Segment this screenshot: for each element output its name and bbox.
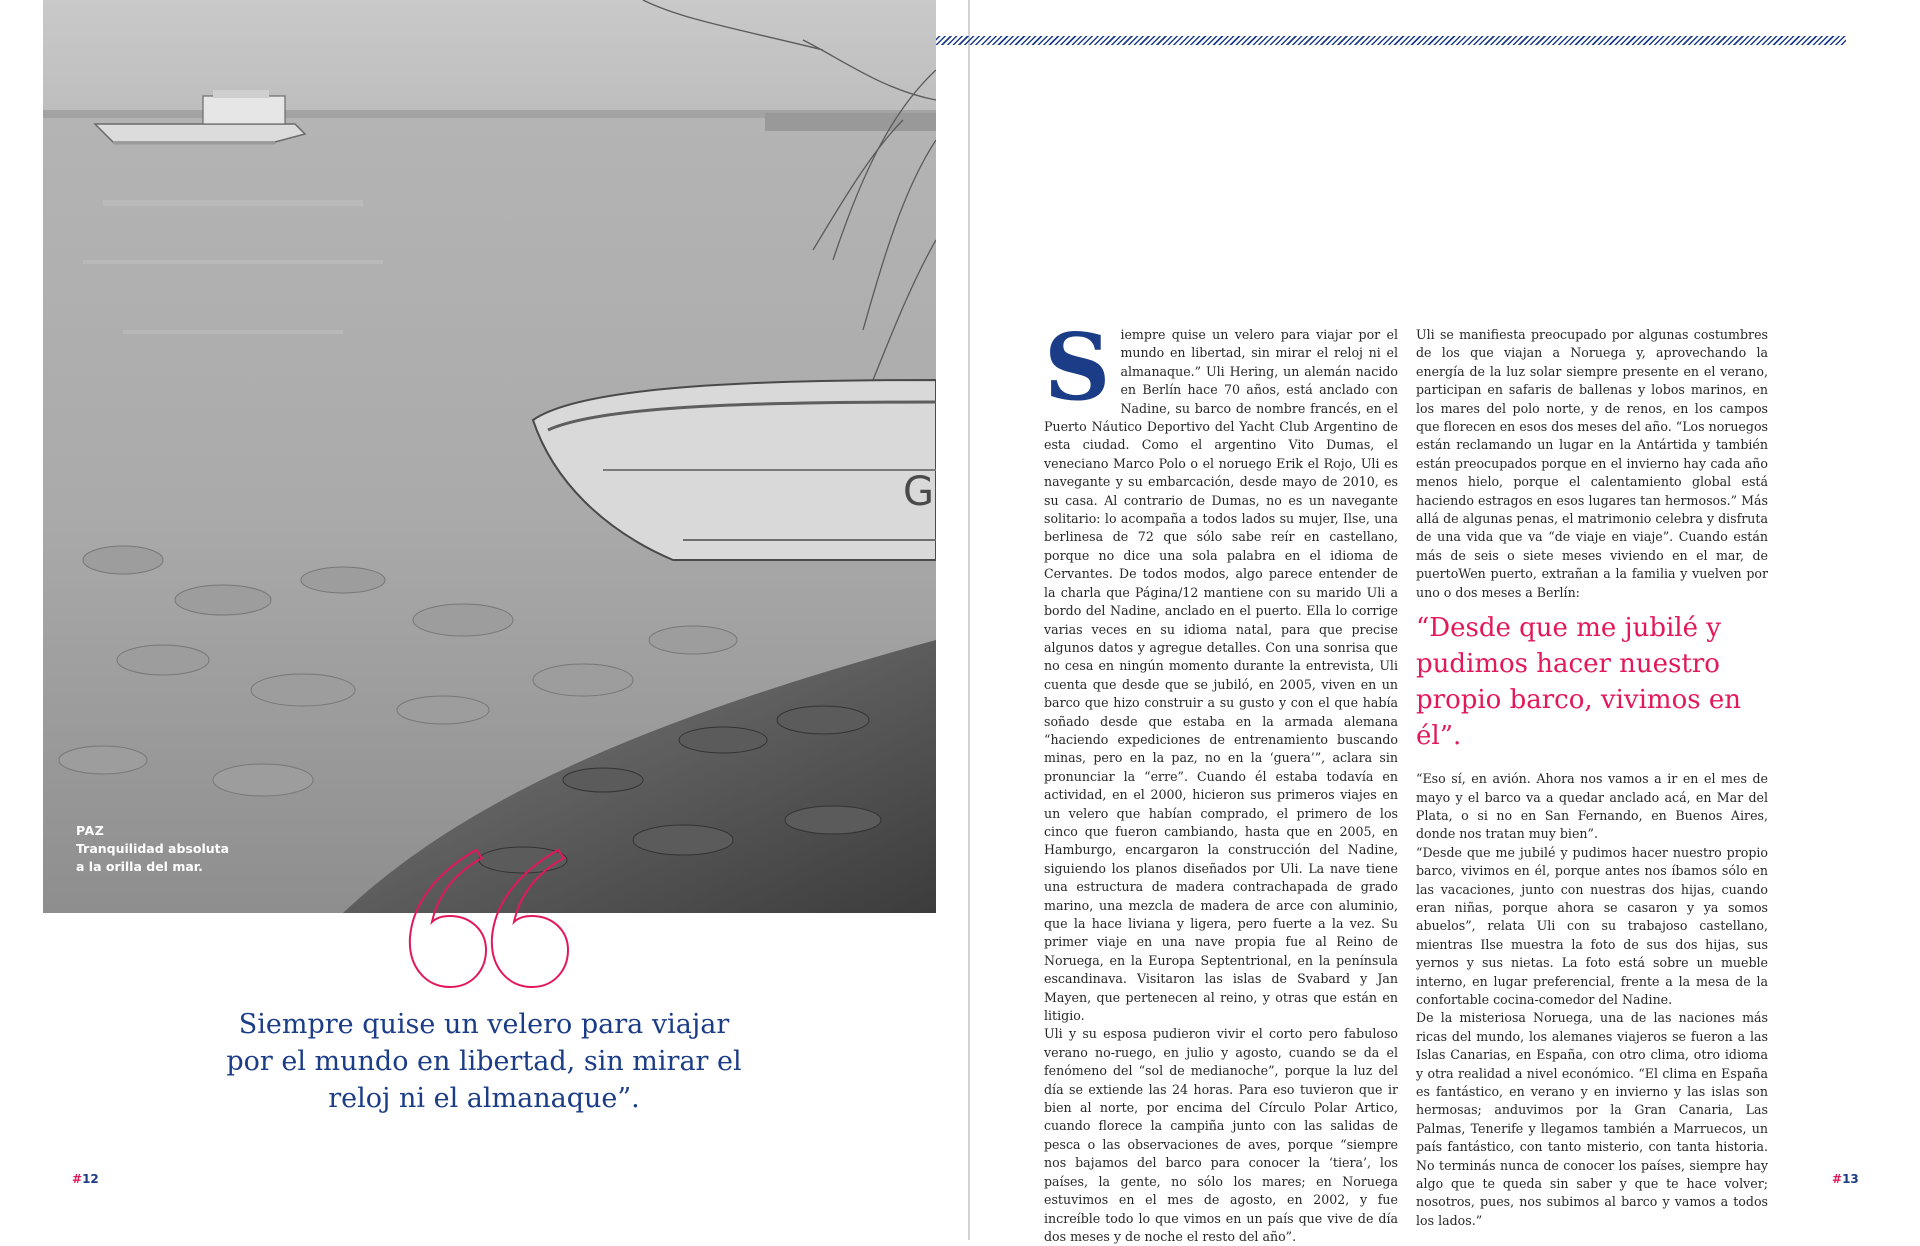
open-quote-icon — [398, 842, 598, 992]
page-gutter — [968, 0, 970, 1240]
photo-illustration — [43, 0, 936, 913]
caption-line-1: Tranquilidad absoluta — [76, 841, 230, 856]
folio-number: 12 — [82, 1172, 99, 1186]
folio-number: 13 — [1842, 1172, 1859, 1186]
article-paragraph: “Desde que me jubilé y pudimos hacer nuestro propio barco, vivimos en él, porque antes nos íbamos sólo en las vacaciones, junto con nuestras dos hijas, cuando eran niñas, porque ahora se casaron y ya somos abuelos”, relata Uli con su trabajoso castellano, mientras Ilse muestra la foto de sus dos hijas, sus yernos y sus nietas. La foto está sobre un mueble interno, en lugar preferencial, frente a la mesa de la confortable cocina-comedor del Nadine. — [1416, 844, 1768, 1007]
distant-dock — [765, 113, 936, 131]
photo-caption — [76, 822, 229, 876]
boat-hull-letter: G — [903, 469, 934, 515]
folio-right — [1832, 1172, 1859, 1186]
article-paragraph: “Eso sí, en avión. Ahora nos vamos a ir en el mes de mayo y el barco va a quedar anclado acá, en Mar del Plata, o si no en San Fernando, en Buenos Aires, donde nos tratan muy bien”. — [1416, 771, 1768, 842]
caption-title: PAZ — [76, 823, 105, 838]
article-column-2 — [1416, 326, 1768, 1230]
sky-area — [43, 0, 936, 120]
caption-line-2: a la orilla del mar. — [76, 859, 203, 874]
article-paragraph — [1044, 313, 1398, 1025]
article-paragraph: Uli y su esposa pudieron vivir el corto pero fabuloso verano no-ruego, en julio y agosto, cuando se da el fenómeno del “sol de medianoche”, porque la luz del día se extiende las 24 horas. Para eso tuvieron que ir bien al norte, por encima del Círculo Polar Artico, cuando florece la campiña junto con las salidas de pesca o las observaciones de aves, porque “siempre nos bajamos del barco para conocer la ‘tiera’, los países, la gente, no sólo los mares; en Noruega estuvimos en el mes de agosto, en 2002, y fue increíble todo lo que vimos en un país que vive de día dos meses y de noche el resto del año”. — [1044, 1026, 1398, 1244]
article-paragraph: Uli se manifiesta preocupado por algunas costumbres de los que viajan a Noruega y, aprovechando la energía de la luz solar siempre presente en el verano, participan en safaris de ballenas y lobos marinos, en los mares del polo norte, y de renos, en los campos que florecen en esos dos meses del año. “Los noruegos están reclamando un lugar en la Antártida y también están preocupados porque en el invierno hay cada año menos hielo, porque el calentamiento global está haciendo estragos en esos lugares tan hermosos.” Más allá de algunas penas, el matrimonio celebra y disfruta de una vida que va “de viaje en viaje”. Cuando están más de seis o siete meses viviendo en el mar, de puertoWen puerto, extrañan a la familia y vuelven por uno o dos meses a Berlín: — [1416, 327, 1768, 600]
left-pull-quote: Siempre quise un velero para viajar por el mundo en libertad, sin mirar el reloj ni el almanaque”. — [226, 1009, 742, 1114]
lake-boat-photo — [43, 0, 936, 913]
folio-hash: # — [72, 1172, 83, 1186]
article-column-1 — [1044, 313, 1398, 1246]
folio-hash: # — [1832, 1172, 1843, 1186]
drop-cap: S — [1044, 313, 1111, 421]
article-paragraph: De la misteriosa Noruega, una de las naciones más ricas del mundo, los alemanes viajeros se fueron a las Islas Canarias, en España, con otro clima, otro idioma y otra realidad a nivel económico. “El clima en España es fantástico, en verano y en invierno y las islas son hermosas; anduvimos por la Gran Canaria, Las Palmas, Tenerife y llegamos también a Marruecos, un país fantástico, con tanto misterio, con tanta historia. No terminás nunca de conocer los países, siempre hay algo que te queda sin saber y que te hace volver; nosotros, pues, nos subimos al barco y vamos a todos los lados.” — [1416, 1010, 1768, 1228]
folio-left — [72, 1172, 99, 1186]
paragraph-text: iempre quise un velero para viajar por el mundo en libertad, sin mirar el reloj ni el almanaque.” Uli Hering, un alemán nacido en Berlín hace 70 años, está anclado con Nadine, su barco de nombre francés, en el Puerto Náutico Deportivo del Yacht Club Argentino de esta ciudad. Como el argentino Vito Dumas, el veneciano Marco Polo o el noruego Erik el Rojo, Uli es navegante y su embarcación, desde mayo de 2010, es su casa. Al contrario de Dumas, no es un navegante solitario: lo acompaña a todos lados su mujer, Ilse, una berlinesa de 72 que sólo sabe reír en castellano, porque no dice una sola palabra en el idioma de Cervantes. De todos modos, algo parece entender de la charla que Página/12 mantiene con su marido Uli a bordo del Nadine, anclado en el puerto. Ella lo corrige varias veces en su idioma natal, para que precise algunos datos y agregue detalles. Con una sonrisa que no cesa en ningún momento durante la entrevista, Uli cuenta que desde que se jubiló, en 2005, viven en un barco que hizo construir a su gusto y con el que había soñado desde que estaba en la armada alemana “haciendo expediciones de entrenamiento buscando minas, pero en la paz, no en la ‘guera’”, aclara sin pronunciar la “erre”. Cuando él estaba todavía en actividad, en el 2000, hicieron sus primeros viajes en un velero que habían comprado, el primero de los cinco que fueron cambiando, hasta que en 2005, en Hamburgo, encargaron la construcción del Nadine, siguiendo los planos diseñados por Uli. La nave tiene una estructura de madera contrachapada de grado marino, una mezcla de madera de arce con aluminio, que la hace liviana y ligera, pero fuerte a la vez. Su primer viaje en una nave propia fue al Reino de Noruega, en la Europa Septentrional, en la península escandinava. Visitaron las islas de Svabard y Jan Mayen, que pertenecen al reino, y otras que están en litigio. — [1044, 327, 1398, 1024]
right-pull-quote: “Desde que me jubilé y pudimos hacer nuestro propio barco, vivimos en él”. — [1416, 613, 1741, 752]
